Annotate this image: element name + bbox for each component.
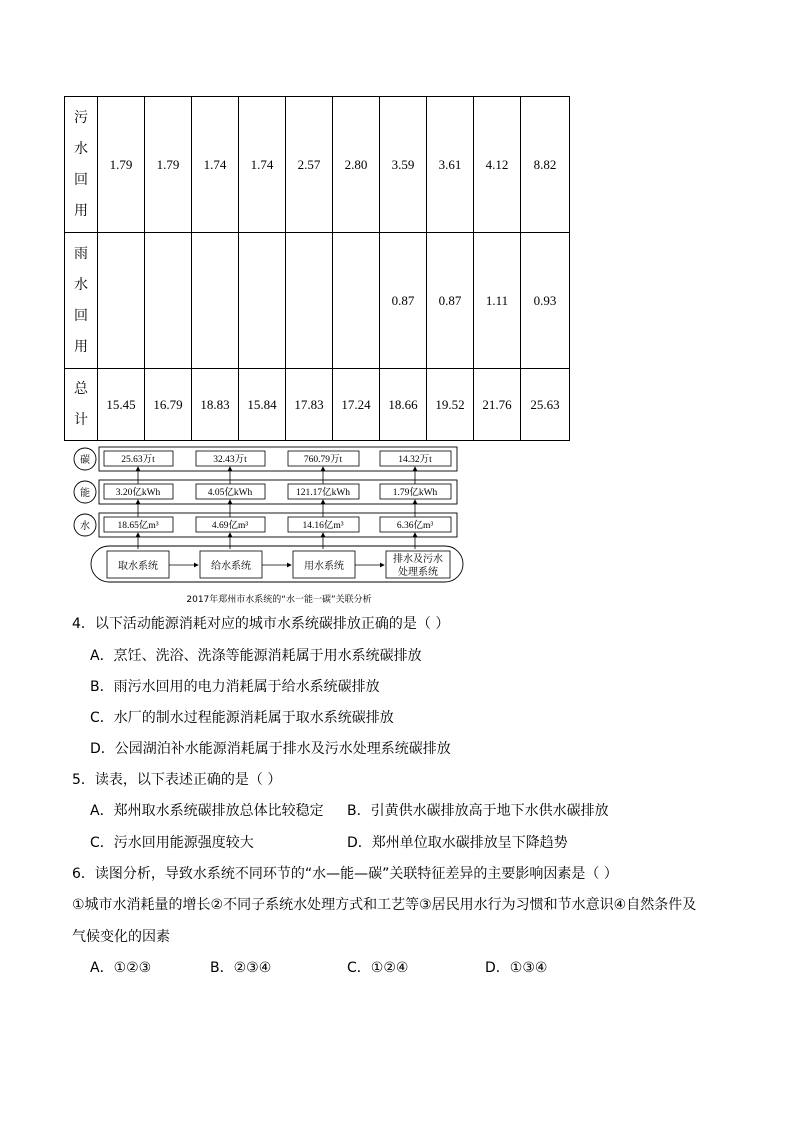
table-cell: 1.11 bbox=[474, 233, 521, 369]
system-label: 取水系统 bbox=[118, 561, 158, 572]
system-label: 处理系统 bbox=[398, 567, 438, 578]
row-header-char: 用 bbox=[74, 338, 88, 355]
energy-value: 121.17亿kWh bbox=[295, 488, 351, 498]
table-cell: 0.87 bbox=[427, 233, 474, 369]
data-table bbox=[64, 96, 570, 441]
table-cell: 1.74 bbox=[192, 97, 239, 233]
carbon-value: 14.32万t bbox=[398, 455, 432, 465]
row-header-char: 污 bbox=[74, 109, 88, 126]
question-5-option-d: D．郑州单位取水碳排放呈下降趋势 bbox=[347, 835, 568, 851]
system-label: 排水及污水 bbox=[393, 554, 443, 565]
system-label: 用水系统 bbox=[304, 561, 344, 572]
table-cell: 1.79 bbox=[145, 97, 192, 233]
table-cell: 18.66 bbox=[380, 369, 427, 441]
water-value: 18.65亿m³ bbox=[117, 521, 159, 531]
table-row-sewage-reuse bbox=[65, 97, 570, 233]
diagram-caption: 2017年郑州市水系统的“水一能一碳”关联分析 bbox=[186, 595, 372, 605]
row-header bbox=[65, 97, 98, 233]
water-energy-carbon-diagram bbox=[70, 445, 470, 607]
carbon-value: 760.79万t bbox=[303, 455, 343, 465]
table-cell: 17.83 bbox=[286, 369, 333, 441]
row-header-char: 水 bbox=[74, 276, 88, 293]
table-cell bbox=[333, 233, 380, 369]
carbon-layer-label: 碳 bbox=[80, 455, 90, 466]
row-header-char: 水 bbox=[74, 140, 88, 157]
row-header bbox=[65, 369, 98, 441]
row-header-char: 计 bbox=[74, 411, 88, 428]
carbon-value: 25.63万t bbox=[121, 455, 155, 465]
table-cell bbox=[192, 233, 239, 369]
table-cell bbox=[98, 233, 145, 369]
table-cell: 3.61 bbox=[427, 97, 474, 233]
table-cell: 15.45 bbox=[98, 369, 145, 441]
system-label: 给水系统 bbox=[211, 561, 251, 572]
question-4-stem: 4．以下活动能源消耗对应的城市水系统碳排放正确的是（ ） bbox=[72, 616, 450, 632]
water-value: 14.16亿m³ bbox=[302, 521, 344, 531]
row-header-char: 总 bbox=[74, 380, 88, 397]
question-6-statements-line2: 气候变化的因素 bbox=[72, 929, 170, 945]
table-cell: 2.80 bbox=[333, 97, 380, 233]
table-cell: 0.87 bbox=[380, 233, 427, 369]
question-4-option-b: B．雨污水回用的电力消耗属于给水系统碳排放 bbox=[90, 679, 380, 695]
table-cell: 19.52 bbox=[427, 369, 474, 441]
energy-value: 1.79亿kWh bbox=[392, 488, 438, 498]
table-cell: 1.79 bbox=[98, 97, 145, 233]
energy-value: 3.20亿kWh bbox=[115, 488, 161, 498]
carbon-value: 32.43万t bbox=[213, 455, 247, 465]
question-6-option-a: A．①②③ bbox=[90, 960, 152, 976]
table-cell: 0.93 bbox=[521, 233, 570, 369]
table-cell: 21.76 bbox=[474, 369, 521, 441]
table-cell bbox=[239, 233, 286, 369]
question-6-option-c: C．①②④ bbox=[347, 960, 409, 976]
table-cell: 18.83 bbox=[192, 369, 239, 441]
question-4-option-d: D．公园湖泊补水能源消耗属于排水及污水处理系统碳排放 bbox=[90, 741, 451, 757]
water-value: 4.69亿m³ bbox=[211, 521, 249, 531]
question-5-stem: 5．读表，以下表述正确的是（ ） bbox=[72, 772, 282, 788]
energy-layer-label: 能 bbox=[80, 488, 90, 499]
question-6-stem: 6．读图分析，导致水系统不同环节的“水—能—碳”关联特征差异的主要影响因素是（ ） bbox=[72, 866, 618, 882]
table-cell: 8.82 bbox=[521, 97, 570, 233]
table-cell: 15.84 bbox=[239, 369, 286, 441]
energy-value: 4.05亿kWh bbox=[207, 488, 253, 498]
table-cell: 16.79 bbox=[145, 369, 192, 441]
table-cell: 25.63 bbox=[521, 369, 570, 441]
table-row-total bbox=[65, 369, 570, 441]
row-header-char: 回 bbox=[74, 307, 88, 324]
row-header bbox=[65, 233, 98, 369]
question-4-option-c: C．水厂的制水过程能源消耗属于取水系统碳排放 bbox=[90, 710, 394, 726]
water-layer-label: 水 bbox=[80, 521, 90, 532]
table-cell: 3.59 bbox=[380, 97, 427, 233]
question-6-option-b: B．②③④ bbox=[210, 960, 272, 976]
table-cell: 1.74 bbox=[239, 97, 286, 233]
diagram-svg bbox=[70, 445, 470, 607]
question-5-option-b: B．引黄供水碳排放高于地下水供水碳排放 bbox=[347, 803, 609, 819]
question-6-option-d: D．①③④ bbox=[485, 960, 548, 976]
question-4-option-a: A．烹饪、洗浴、洗涤等能源消耗属于用水系统碳排放 bbox=[90, 648, 422, 664]
question-5-option-c: C．污水回用能源强度较大 bbox=[90, 835, 254, 851]
question-5-option-a: A．郑州取水系统碳排放总体比较稳定 bbox=[90, 803, 324, 819]
row-header-char: 回 bbox=[74, 171, 88, 188]
table-row-rain-reuse bbox=[65, 233, 570, 369]
table-cell bbox=[286, 233, 333, 369]
row-header-char: 用 bbox=[74, 202, 88, 219]
table-cell: 4.12 bbox=[474, 97, 521, 233]
water-value: 6.36亿m³ bbox=[396, 521, 434, 531]
table-cell: 2.57 bbox=[286, 97, 333, 233]
table-cell bbox=[145, 233, 192, 369]
row-header-char: 雨 bbox=[74, 245, 88, 262]
question-6-statements-line1: ①城市水消耗量的增长②不同子系统水处理方式和工艺等③居民用水行为习惯和节水意识④自然条件及 bbox=[72, 897, 697, 913]
table-cell: 17.24 bbox=[333, 369, 380, 441]
